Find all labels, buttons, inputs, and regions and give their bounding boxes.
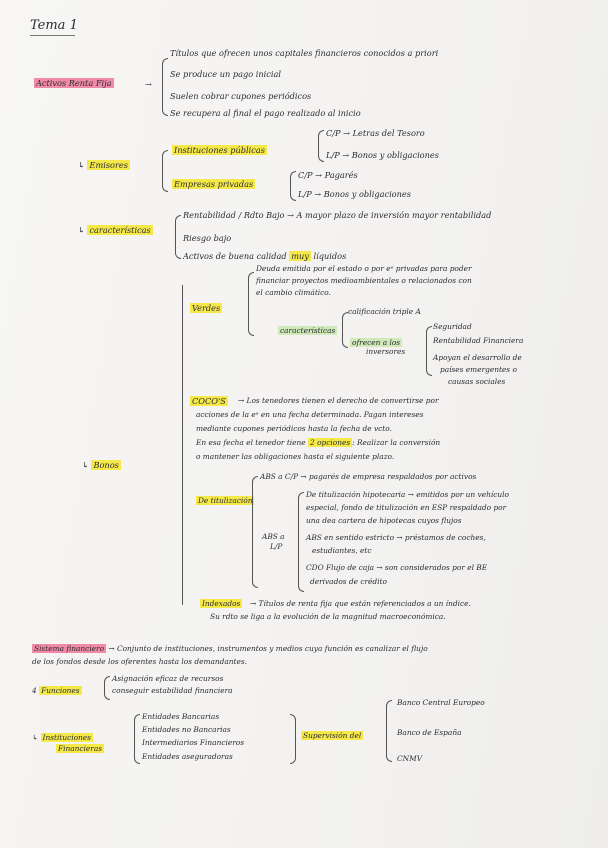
verdes-benefit: países emergentes o — [440, 365, 517, 374]
brace — [318, 130, 324, 162]
title-underline — [30, 35, 75, 36]
caracteristicas-label: ↳ características — [78, 225, 151, 235]
lp-item: estudiantes, etc — [312, 546, 372, 555]
brace — [342, 312, 348, 348]
activos-label: Activos Renta Fija — [36, 78, 112, 88]
lp-item: ABS en sentido estricto → préstamos de coches, — [306, 533, 486, 542]
verdes-desc: financiar proyectos medioambientales o relacionados con — [256, 276, 472, 285]
cocos-line: acciones de la eᵉ en una fecha determinada. Pagan intereses — [196, 410, 424, 419]
caracteristica-item: Riesgo bajo — [183, 233, 232, 243]
supervisor-item: Banco de España — [397, 728, 462, 737]
caracteristica-item: Rentabilidad / Rdto Bajo → A mayor plazo de inversión mayor rentabilidad — [183, 210, 492, 220]
lp-item: una dea cartera de hipotecas cuyos flujos — [306, 516, 462, 525]
brace — [290, 171, 296, 201]
instituciones-label: ↳ Instituciones — [32, 733, 91, 742]
brace — [252, 476, 258, 588]
verdes-benefit: Apoyan el desarrollo de — [433, 353, 522, 362]
cocos-line: En esa fecha el tenedor tiene 2 opciones : Realizar la conversión — [196, 438, 441, 447]
caracteristica-item: Activos de buena calidad muy líquidos — [183, 251, 347, 261]
supervisor-item: CNMV — [397, 754, 423, 763]
verdes-calificacion: calificación triple A — [348, 307, 421, 316]
verdes-ofrecen: ofrecen a los — [352, 338, 401, 347]
arrow: → — [145, 79, 152, 89]
cocos-line: mediante cupones periódicos hasta la fecha de vcto. — [196, 424, 392, 433]
titulizacion-label: De titulización — [198, 496, 253, 505]
activos-item: Se recupera al final el pago realizado al inicio — [170, 108, 361, 118]
lp-privadas: L/P → Bonos y obligaciones — [298, 189, 411, 199]
brace — [162, 58, 168, 116]
cocos-line: o mantener las obligaciones hasta el siguiente plazo. — [196, 452, 395, 461]
supervisor-item: Banco Central Europeo — [397, 698, 485, 707]
supervision-label: Supervisión del — [303, 731, 362, 740]
brace — [426, 326, 432, 376]
verdes-ofrecen: inversores — [366, 347, 406, 356]
brace — [290, 714, 296, 764]
verdes-desc: Deuda emitida por el estado o por eᵉ privadas para poder — [256, 264, 472, 273]
sistema-line: Sistema financiero → Conjunto de instituciones, instrumentos y medios cuya función es canalizar el flujo — [34, 644, 428, 653]
lp-item: CDO Flujo de caja → son considerados por el BE — [306, 563, 488, 572]
indexados-label: Indexados — [202, 599, 241, 608]
lp-item: De titulización hipotecaria → emitidos por un vehículo — [306, 490, 509, 499]
cocos-line: → Los tenedores tienen el derecho de convertirse por — [238, 396, 439, 405]
lp-item: especial, fondo de titulización en ESP respaldado por — [306, 503, 507, 512]
abs-cp: ABS a C/P → pagarés de empresa respaldados por activos — [260, 472, 477, 481]
cocos-label: COCO'S — [192, 396, 226, 406]
emisores-label: ↳ Emisores — [78, 160, 128, 170]
empresas-privadas: Empresas privadas — [174, 179, 254, 189]
abs-lp: ABS a — [262, 532, 285, 541]
inst-publicas: Instituciones públicas — [174, 145, 265, 155]
brace — [298, 492, 304, 592]
verdes-benefit: Seguridad — [433, 322, 472, 331]
abs-lp: L/P — [270, 542, 283, 551]
verdes-benefit: Rentabilidad Financiera — [433, 336, 524, 345]
activos-item: Títulos que ofrecen unos capitales financieros conocidos a priori — [170, 48, 439, 58]
brace — [248, 272, 254, 336]
brace — [134, 714, 140, 764]
lp-publicas: L/P → Bonos y obligaciones — [326, 150, 439, 160]
verdes-benefit: causas sociales — [448, 377, 506, 386]
bonos-label: ↳ Bonos — [82, 460, 119, 470]
indexados-line: Su rdto se liga a la evolución de la magnitud macroeconómica. — [210, 612, 446, 621]
cp-publicas: C/P → Letras del Tesoro — [326, 128, 425, 138]
institucion-item: Intermediarios Financieros — [142, 738, 244, 747]
page-title: Tema 1 — [30, 18, 78, 33]
institucion-item: Entidades aseguradoras — [142, 752, 233, 761]
bonos-bracket — [182, 285, 183, 605]
institucion-item: Entidades no Bancarias — [142, 725, 231, 734]
verdes-desc: el cambio climático. — [256, 288, 331, 297]
funcion-item: Asignación eficaz de recursos — [112, 674, 224, 683]
cp-privadas: C/P → Pagarés — [298, 170, 358, 180]
sistema-line: de los fondos desde los oferentes hasta los demandantes. — [32, 657, 247, 666]
lp-item: derivados de crédito — [310, 577, 387, 586]
brace — [162, 150, 168, 192]
activos-item: Se produce un pago inicial — [170, 69, 281, 79]
verdes-caracteristicas: características — [280, 326, 336, 335]
institucion-item: Entidades Bancarias — [142, 712, 220, 721]
brace — [175, 215, 181, 259]
brace — [104, 676, 110, 700]
indexados-line: → Títulos de renta fija que están referenciados a un índice. — [250, 599, 471, 608]
instituciones-label: Financieras — [58, 744, 103, 753]
verdes-label: Verdes — [192, 303, 221, 313]
brace — [386, 700, 392, 762]
activos-item: Suelen cobrar cupones periódicos — [170, 91, 312, 101]
funciones-label: 4 Funciones — [32, 686, 80, 695]
funcion-item: conseguir estabilidad financiera — [112, 686, 233, 695]
